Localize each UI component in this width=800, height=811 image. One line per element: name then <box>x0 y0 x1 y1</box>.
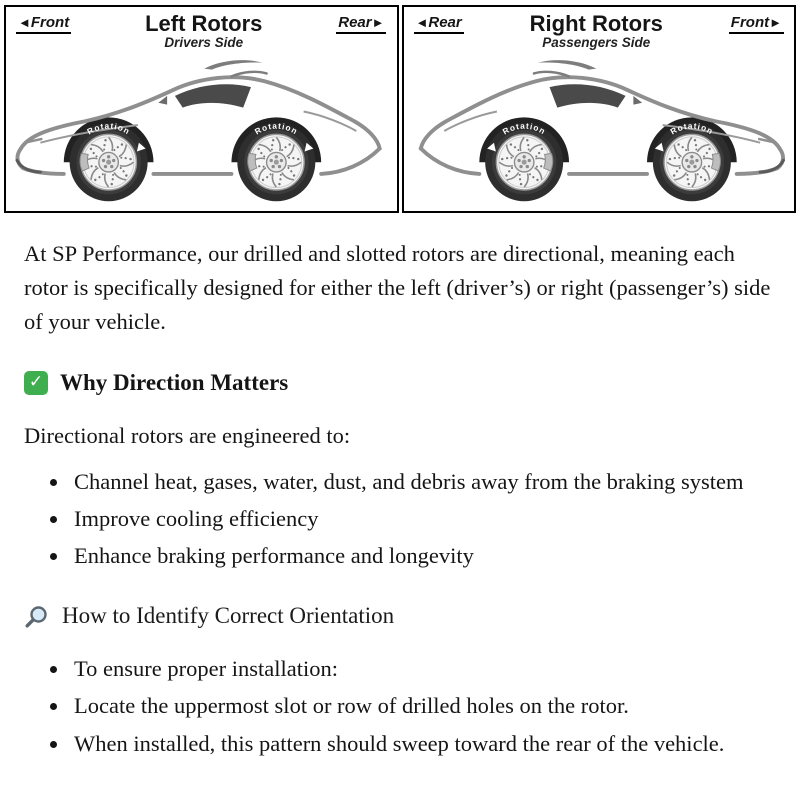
orientation-steps-list <box>24 652 776 761</box>
right-rotors-panel <box>402 5 797 213</box>
rotation-label: Rotation <box>500 121 547 137</box>
article-body <box>0 215 800 811</box>
list-item: • Improve cooling efficiency <box>70 502 776 536</box>
section-heading-text: How to Identify Correct Orientation <box>62 603 395 629</box>
car-illustration-right <box>404 53 795 209</box>
list-item: • Locate the uppermost slot or row of drilled holes on the rotor. <box>70 689 776 723</box>
arrow-right-icon: ► <box>769 15 782 30</box>
check-square-icon <box>24 371 48 395</box>
panel-title: Right Rotors <box>529 11 663 36</box>
rotation-label: Rotation <box>85 121 132 137</box>
rear-direction-label: ◄Rear <box>414 14 464 34</box>
section-heading-why-direction-matters <box>24 366 776 401</box>
rear-direction-label: Rear► <box>336 14 386 34</box>
list-item: • Channel heat, gases, water, dust, and debris away from the braking system <box>70 465 776 499</box>
rotor-direction-diagram <box>0 0 800 215</box>
section-heading-text: Why Direction Matters <box>60 369 289 395</box>
list-item: • To ensure proper installation: <box>70 652 776 686</box>
arrow-right-icon: ► <box>371 15 385 30</box>
left-rotors-panel <box>4 5 399 213</box>
left-panel-header <box>6 7 397 51</box>
intro-paragraph: At SP Performance, our drilled and slotted rotors are directional, meaning each rotor is specifically designed for either the left (driver’s) or right (passenger’s) side of your vehicle. <box>24 241 771 335</box>
arrow-left-icon: ◄ <box>18 15 31 30</box>
lead-paragraph: Directional rotors are engineered to: <box>24 422 351 448</box>
car-illustration-left <box>6 53 397 209</box>
list-item: • When installed, this pattern should sweep toward the rear of the vehicle. <box>70 727 776 761</box>
rotation-label: Rotation <box>253 121 300 137</box>
panel-subtitle: Drivers Side <box>164 35 244 51</box>
panel-title: Left Rotors <box>145 11 263 36</box>
section-heading-identify-orientation <box>24 599 776 634</box>
panel-subtitle: Passengers Side <box>542 35 651 51</box>
rotation-label: Rotation <box>668 121 715 137</box>
arrow-left-icon: ◄ <box>415 15 429 30</box>
list-item: • Enhance braking performance and longevity <box>70 539 776 573</box>
front-direction-label: ◄Front <box>16 14 71 34</box>
magnifier-icon <box>24 604 50 630</box>
benefits-list <box>24 465 776 574</box>
front-direction-label: Front► <box>729 14 784 34</box>
right-panel-header <box>404 7 795 51</box>
